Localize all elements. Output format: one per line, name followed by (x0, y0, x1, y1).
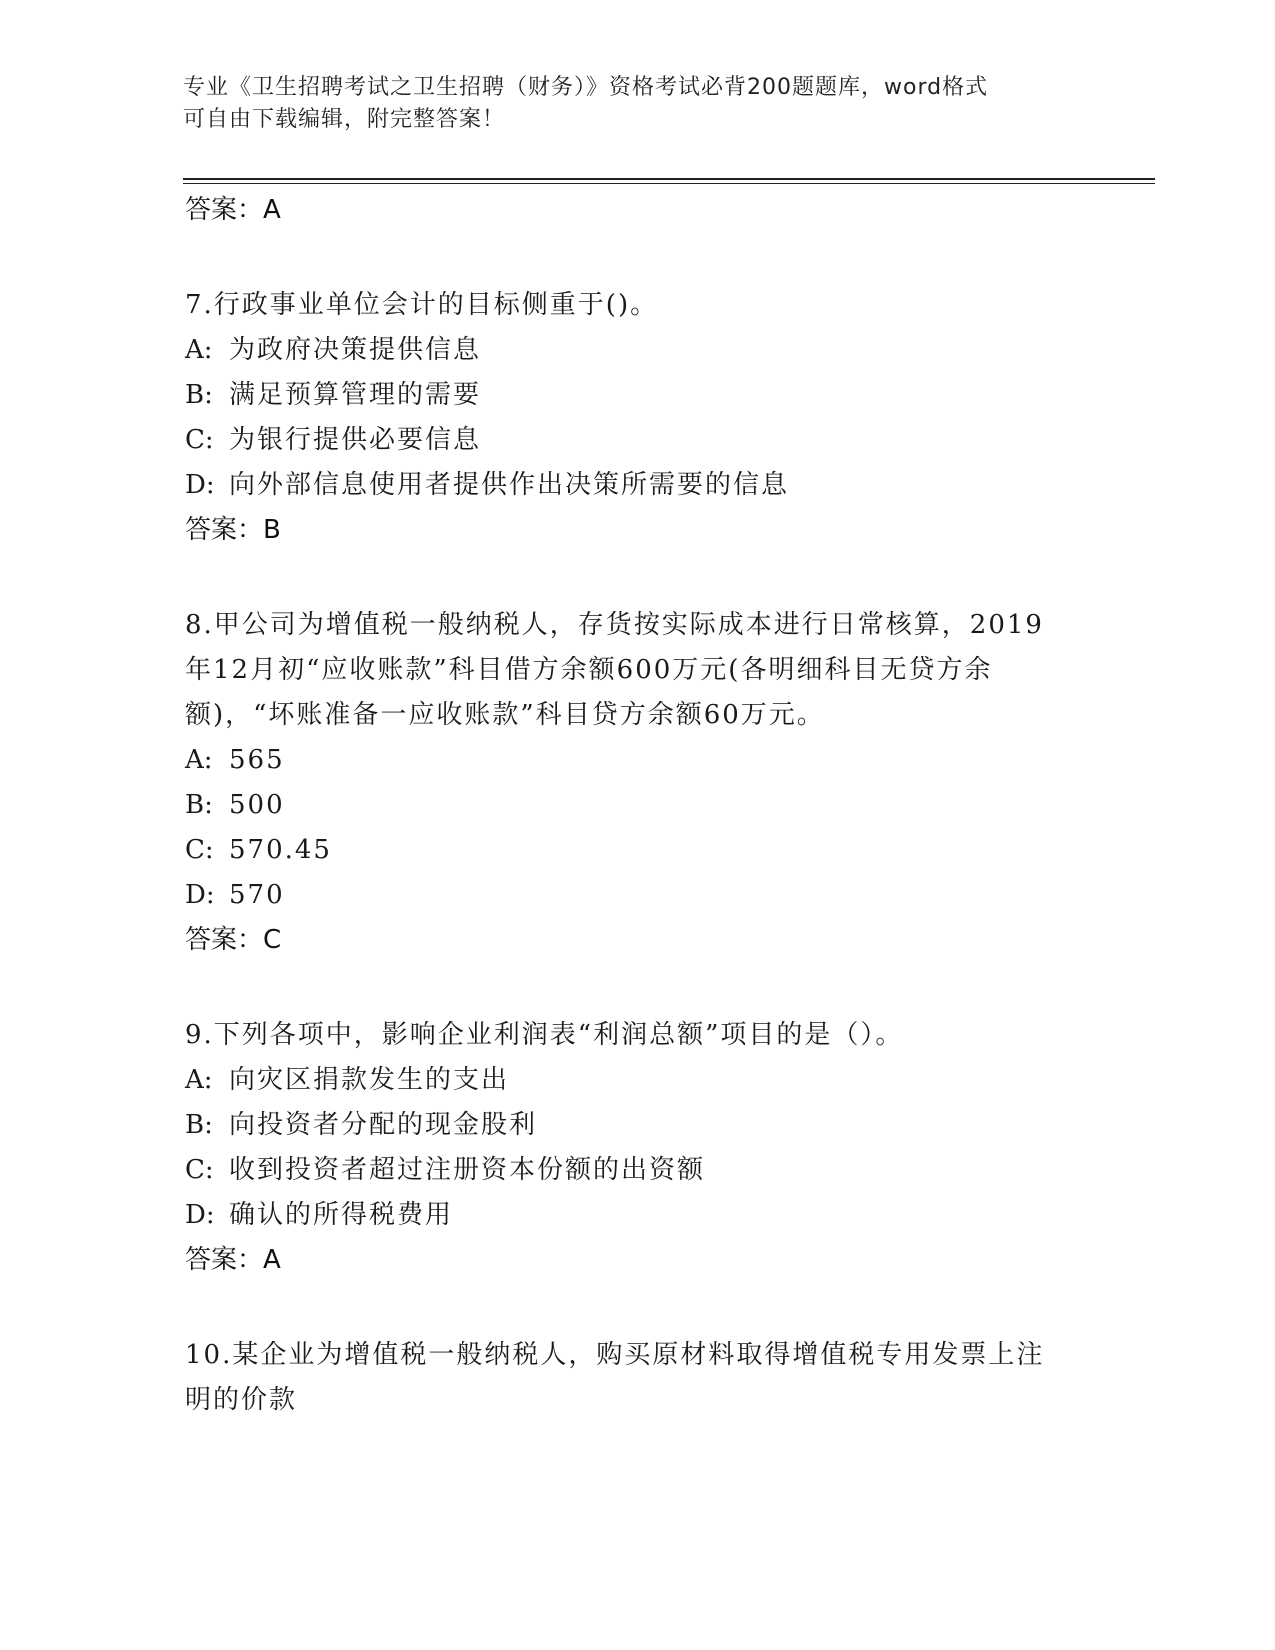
option-key: D: (185, 880, 215, 910)
option-a (185, 738, 1085, 783)
option-a (185, 328, 1085, 373)
option-key: C: (185, 835, 214, 865)
option-c (185, 1148, 1085, 1193)
option-d (185, 1193, 1085, 1238)
question-7 (185, 283, 1085, 553)
option-b (185, 373, 1085, 418)
option-d (185, 873, 1085, 918)
option-text: 为银行提供必要信息 (229, 425, 482, 455)
answer-line: 答案：A (185, 1245, 281, 1275)
document-header (183, 72, 1063, 136)
header-line-1: 专业《卫生招聘考试之卫生招聘（财务）》资格考试必背200题题库，word格式 (183, 75, 989, 100)
answer-line: 答案：B (185, 515, 281, 545)
option-text: 500 (229, 790, 285, 820)
question-list (185, 186, 1085, 1423)
option-key: C: (185, 425, 214, 455)
option-text: 确认的所得税费用 (229, 1200, 454, 1230)
question-stem: 9.下列各项中，影响企业利润表“利润总额”项目的是（）。 (185, 1020, 904, 1050)
option-key: B: (185, 790, 213, 820)
question-stem: 7.行政事业单位会计的目标侧重于()。 (185, 290, 659, 320)
question-10 (185, 1333, 1085, 1423)
question-8 (185, 603, 1085, 963)
option-text: 满足预算管理的需要 (229, 380, 482, 410)
option-text: 565 (229, 745, 285, 775)
option-c (185, 418, 1085, 463)
option-key: A: (185, 335, 213, 365)
question-stem-line: 8.甲公司为增值税一般纳税人，存货按实际成本进行日常核算，2019 (185, 610, 1044, 640)
option-key: A: (185, 1065, 213, 1095)
option-key: A: (185, 745, 213, 775)
option-key: B: (185, 1110, 213, 1140)
answer-line: 答案：C (185, 925, 282, 955)
question-9 (185, 1013, 1085, 1283)
option-text: 向灾区捐款发生的支出 (229, 1065, 510, 1095)
answer-line: 答案：A (185, 195, 281, 225)
option-key: D: (185, 1200, 215, 1230)
option-d (185, 463, 1085, 508)
question-stem-line: 额)，“坏账准备一应收账款”科目贷方余额60万元。 (185, 700, 825, 730)
question-stem-line: 10.某企业为增值税一般纳税人，购买原材料取得增值税专用发票上注 (185, 1340, 1045, 1370)
option-c (185, 828, 1085, 873)
option-text: 570.45 (229, 835, 332, 865)
header-rule-thick (183, 178, 1155, 180)
option-b (185, 1103, 1085, 1148)
option-text: 收到投资者超过注册资本份额的出资额 (229, 1155, 706, 1185)
option-text: 向外部信息使用者提供作出决策所需要的信息 (229, 470, 790, 500)
option-key: B: (185, 380, 213, 410)
option-text: 向投资者分配的现金股利 (229, 1110, 538, 1140)
header-rule-thin (183, 183, 1155, 184)
question-stem-line: 年12月初“应收账款”科目借方余额600万元(各明细科目无贷方余 (185, 655, 993, 685)
option-b (185, 783, 1085, 828)
option-text: 570 (229, 880, 285, 910)
header-line-2: 可自由下载编辑，附完整答案！ (183, 107, 506, 132)
option-text: 为政府决策提供信息 (229, 335, 482, 365)
option-key: D: (185, 470, 215, 500)
option-key: C: (185, 1155, 214, 1185)
option-a (185, 1058, 1085, 1103)
question-stem-line: 明的价款 (185, 1385, 298, 1415)
